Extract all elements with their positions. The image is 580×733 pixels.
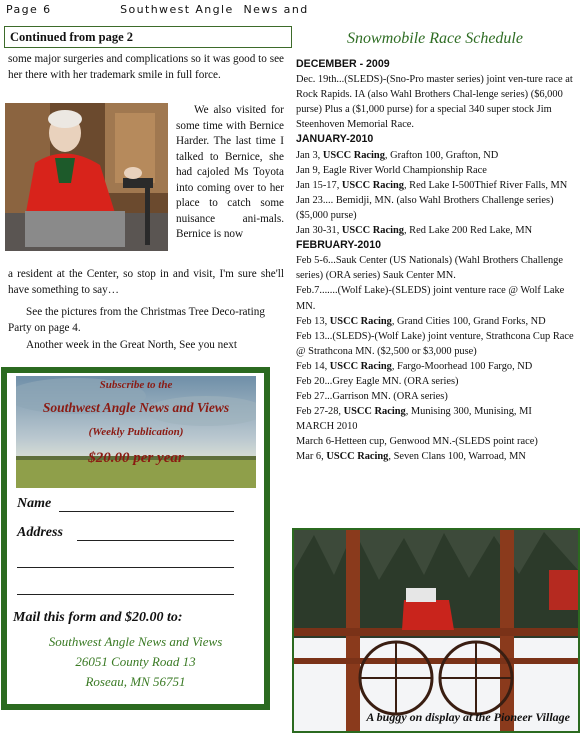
- schedule-entry: [296, 359, 576, 374]
- month-heading: DECEMBER - 2009: [296, 58, 390, 70]
- address-line-3[interactable]: [17, 594, 234, 595]
- entry-date: Jan 15-17,: [296, 179, 342, 191]
- schedule-title: Snowmobile Race Schedule: [347, 30, 523, 47]
- photo-woman-in-red-sweater: [5, 103, 168, 251]
- entry-detail: , Grafton 100, Grafton, ND: [384, 149, 499, 161]
- price-text: $20.00 per year: [88, 450, 184, 466]
- entry-date: Feb 27-28,: [296, 406, 344, 418]
- article-paragraph: Another week in the Great North, See you next: [26, 339, 237, 351]
- name-line[interactable]: [59, 511, 234, 512]
- entry-date: Jan 3,: [296, 149, 323, 161]
- schedule-entry: Feb 20...Grey Eagle MN. (ORA series): [296, 375, 459, 387]
- entry-detail: , Seven Clans 100, Warroad, MN: [388, 451, 526, 463]
- photo-caption: A buggy on display at the Pioneer Village: [366, 710, 570, 724]
- race-schedule: [296, 57, 576, 465]
- page-header: [6, 3, 309, 16]
- newspaper-title: Southwest Angle News and: [120, 3, 309, 16]
- entry-detail: , Red Lake I-500Thief River Falls, MN: [403, 179, 568, 191]
- entry-organizer: USCC Racing: [326, 451, 389, 463]
- mail-instructions: Mail this form and $20.00 to:: [13, 610, 183, 625]
- entry-detail: , Grand Cities 100, Grand Forks, ND: [391, 315, 546, 327]
- entry-date: Feb 14,: [296, 360, 330, 372]
- weekly-text: (Weekly Publication): [88, 426, 184, 438]
- schedule-entry: [296, 449, 576, 464]
- article-paragraph: a resident at the Center, so stop in and visit, I'm sure she'll have something to say…: [8, 268, 284, 296]
- schedule-entry: Jan 9, Eagle River World Championship Race: [296, 164, 487, 176]
- paper-name: Southwest Angle News and Views: [42, 400, 230, 415]
- schedule-entry: Dec. 19th...(SLEDS)-(Sno-Pro master series) joint ven-ture race at Rock Rapids. IA (also Wahl Brothers Chal-lenge series) ($6,000 purse) Plus a ($1,000 purse) for a special 340 super stock Jim Steenhoven Memorial Race.: [296, 74, 573, 131]
- schedule-entry: [296, 148, 576, 163]
- schedule-entry: March 6-Hetteen cup, Genwood MN.-(SLEDS point race): [296, 436, 538, 448]
- photo-buggy-pioneer-village: [292, 528, 580, 733]
- subscribe-text: Subscribe to the: [99, 379, 173, 391]
- mail-address-line1: Southwest Angle News and Views: [48, 634, 223, 649]
- article-paragraph: [176, 103, 284, 243]
- schedule-entry: [296, 223, 576, 238]
- article-paragraph: See the pictures from the Christmas Tree Deco-rating Party on page 4.: [8, 306, 265, 334]
- schedule-entry: Feb.7.......(Wolf Lake)-(SLEDS) joint venture race @ Wolf Lake MN.: [296, 285, 565, 312]
- subscription-form: [1, 367, 270, 710]
- mail-address-line2: 26051 County Road 13: [75, 654, 196, 669]
- schedule-entry: Feb 5-6...Sauk Center (US Nationals) (Wahl Brothers Challenge series) (ORA series) Sauk Center MN.: [296, 255, 563, 282]
- address-label: Address: [17, 525, 63, 540]
- entry-detail: , Red Lake 200 Red Lake, MN: [403, 225, 533, 237]
- schedule-entry: Jan 23.... Bemidji, MN. (also Wahl Brothers Challenge series) ($5,000 purse): [296, 194, 554, 221]
- entry-organizer: USCC Racing: [341, 225, 404, 237]
- entry-date: Feb 13,: [296, 315, 330, 327]
- entry-organizer: USCC Racing: [322, 149, 385, 161]
- article-paragraph-text: We also visited for some time with Bernice Harder. The last time I talked to Bernice, she had cajoled Ms Toyota into coming over to her place to catch some nuisance ani-mals. Bernice is now: [176, 104, 284, 240]
- address-line-2[interactable]: [17, 567, 234, 568]
- entry-organizer: USCC Racing: [329, 315, 392, 327]
- entry-detail: , Fargo-Moorhead 100 Fargo, ND: [391, 360, 533, 372]
- entry-organizer: USCC Racing: [341, 179, 404, 191]
- month-heading: FEBRUARY-2010: [296, 239, 381, 252]
- continued-box: [4, 26, 292, 48]
- entry-date: Mar 6,: [296, 451, 327, 463]
- schedule-entry: [296, 178, 576, 193]
- month-heading: JANUARY-2010: [296, 133, 374, 146]
- subscribe-banner: [16, 376, 256, 488]
- article-paragraph: some major surgeries and complications so it was good to see her there with her trademark smile in full force.: [8, 53, 284, 81]
- name-label: Name: [17, 496, 52, 511]
- page-number: Page 6: [6, 3, 52, 16]
- mail-address-line3: Roseau, MN 56751: [85, 674, 186, 689]
- month-heading: MARCH 2010: [296, 421, 358, 433]
- entry-date: Jan 30-31,: [296, 225, 342, 237]
- schedule-entry: [296, 404, 576, 419]
- entry-organizer: USCC Racing: [343, 406, 406, 418]
- schedule-entry: Feb 27...Garrison MN. (ORA series): [296, 391, 448, 403]
- schedule-entry: Feb 13...(SLEDS)-(Wolf Lake) joint venture, Strathcona Cup Race @ Strathcona MN. ($2,500 or $3,000 puse): [296, 330, 574, 357]
- continued-label: Continued from page 2: [10, 30, 134, 44]
- schedule-entry: [296, 314, 576, 329]
- entry-detail: , Munising 300, Munising, MI: [405, 406, 532, 418]
- entry-organizer: USCC Racing: [329, 360, 392, 372]
- address-line-1[interactable]: [77, 540, 234, 541]
